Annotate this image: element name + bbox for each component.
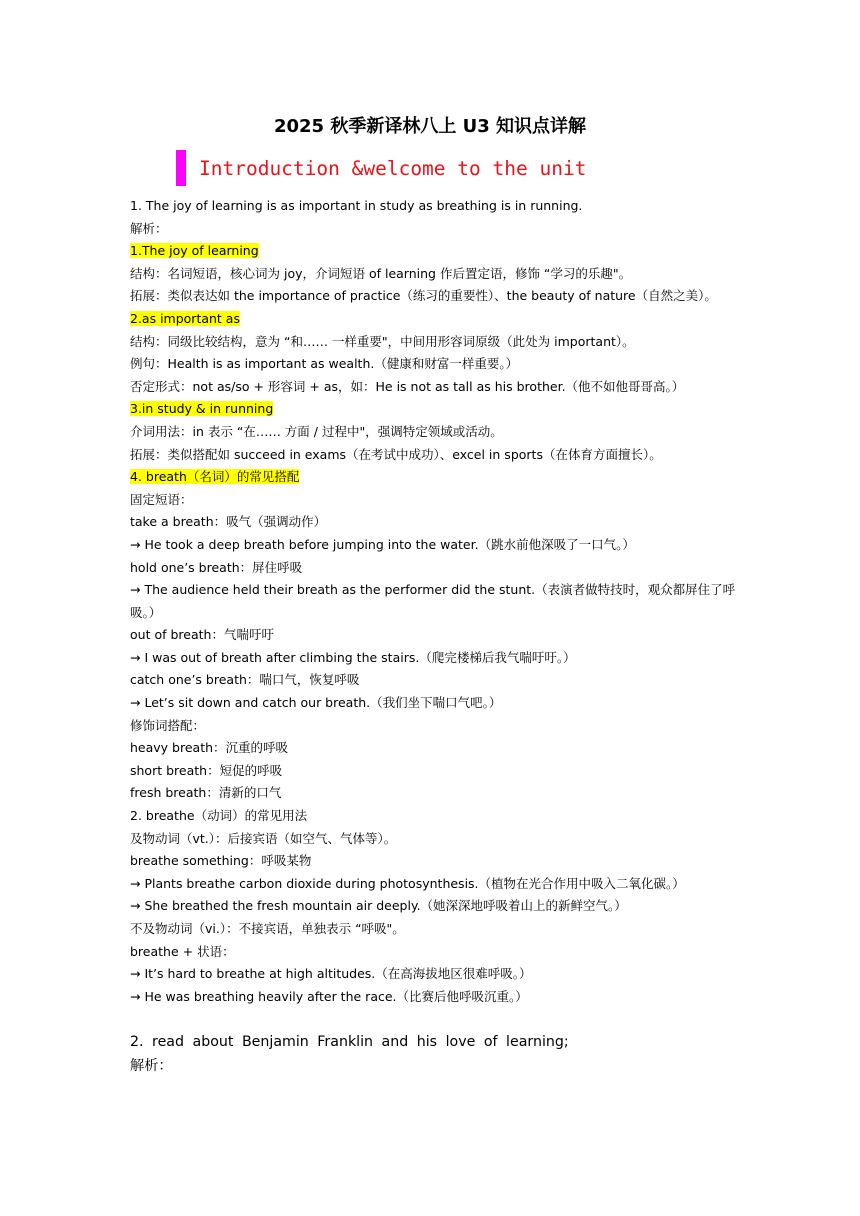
question-1: 1. The joy of learning is as important in study as breathing is in running. [130,198,583,213]
text-line: 否定形式：not as/so + 形容词 + as，如：He is not as tall as his brother.（他不如他哥哥高。） [130,378,685,394]
text-line: 拓展：类似表达如 the importance of practice（练习的重要性）、the beauty of nature（自然之美）。 [130,288,717,304]
question-2: 2. read about Benjamin Franklin and his love of learning; [130,1034,569,1051]
analysis-label: 解析： [130,1058,173,1075]
text-line: take a breath：吸气（强调动作） [130,514,327,530]
text-line: breathe + 状语： [130,943,235,959]
text-line: breathe something：呼吸某物 [130,853,312,869]
text-line: 及物动词（vt.）：后接宾语（如空气、气体等）。 [130,830,397,846]
text-line: short breath：短促的呼吸 [130,762,283,778]
text-line: 修饰词搭配： [130,717,206,733]
text-line: 拓展：类似搭配如 succeed in exams（在考试中成功）、excel in sports（在体育方面擅长）。 [130,446,662,462]
text-line: fresh breath：清新的口气 [130,785,282,801]
highlight-heading: 4. breath（名词）的常见搭配 [130,469,300,485]
highlight-heading: 2.as important as [130,310,240,326]
text-line: → It’s hard to breathe at high altitudes.（在高海拔地区很难呼吸。） [130,966,532,982]
text-line: 结构：名词短语，核心词为 joy，介词短语 of learning 作后置定语，修饰 “学习的乐趣"。 [130,265,632,281]
text-line: 2. breathe（动词）的常见用法 [130,808,308,824]
text-line: 结构：同级比较结构，意为 “和…… 一样重要"，中间用形容词原级（此处为 important）。 [130,333,635,349]
text-line: → Let’s sit down and catch our breath.（我们坐下喘口气吧。） [130,695,502,711]
highlight-heading: 3.in study & in running [130,401,274,417]
paragraph-gap [130,1008,740,1030]
text-line: → I was out of breath after climbing the stairs.（爬完楼梯后我气喘吁吁。） [130,649,576,665]
text-line: → He was breathing heavily after the race.（比赛后他呼吸沉重。） [130,988,528,1004]
text-line: 例句：Health is as important as wealth.（健康和财富一样重要。） [130,356,519,372]
text-line: → Plants breathe carbon dioxide during photosynthesis.（植物在光合作用中吸入二氧化碳。） [130,875,685,891]
text-line: → She breathed the fresh mountain air deeply.（她深深地呼吸着山上的新鲜空气。） [130,898,627,914]
text-line: 固定短语： [130,491,193,507]
text-line: 不及物动词（vi.）：不接宾语，单独表示 “呼吸"。 [130,921,405,936]
text-line: catch one’s breath：喘口气，恢复呼吸 [130,672,360,688]
text-line: → The audience held their breath as the performer did the stunt.（表演者做特技时，观众都屏住了呼吸。） [130,582,736,620]
text-line: 介词用法：in 表示 “在…… 方面 / 过程中"，强调特定领域或活动。 [130,423,503,439]
text-line: → He took a deep breath before jumping into the water.（跳水前他深吸了一口气。） [130,536,635,552]
document-body [130,195,740,1078]
text-line: heavy breath：沉重的呼吸 [130,740,289,756]
heading-accent-bar [176,150,186,186]
analysis-label: 解析： [130,220,168,236]
document-title: 2025 秋季新译林八上 U3 知识点详解 [273,116,587,137]
highlight-heading: 1.The joy of learning [130,243,259,259]
text-line: hold one’s breath：屏住呼吸 [130,559,303,575]
unit-heading-text: Introduction &welcome to the unit [199,157,587,180]
text-line: out of breath：气喘吁吁 [130,627,274,643]
